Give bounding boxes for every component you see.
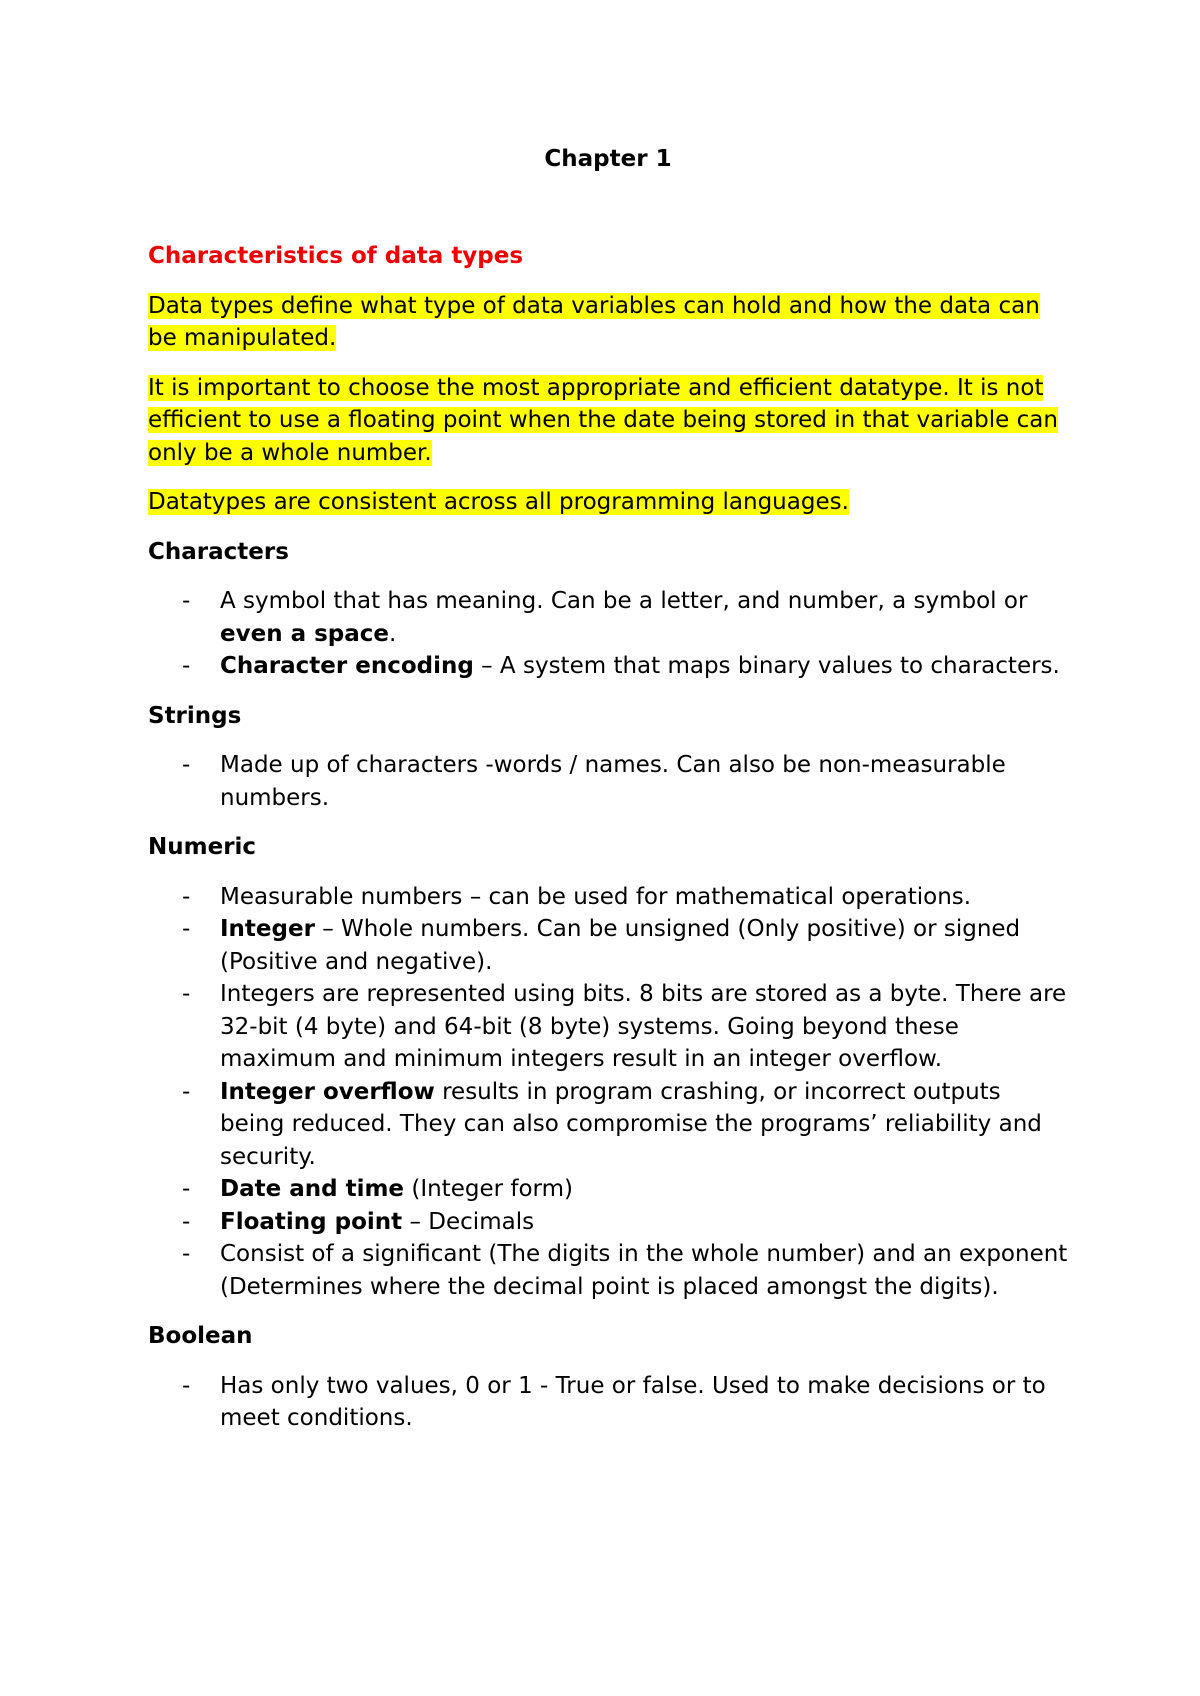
item-text: Measurable numbers – can be used for mathematical operations. bbox=[220, 883, 972, 910]
list-item bbox=[148, 1238, 1068, 1303]
subheading-boolean: Boolean bbox=[148, 1323, 253, 1349]
list-item bbox=[148, 1206, 1068, 1239]
dash-bullet: - bbox=[182, 1078, 191, 1105]
item-term: Date and time bbox=[220, 1176, 405, 1202]
list-item bbox=[148, 749, 1068, 814]
intro-paragraph-2 bbox=[148, 372, 1068, 470]
item-text: Made up of characters -words / names. Can also be non-measurable numbers. bbox=[220, 752, 1006, 811]
list-item bbox=[148, 650, 1068, 683]
item-term: Character encoding bbox=[220, 653, 474, 679]
subheading-characters: Characters bbox=[148, 538, 289, 565]
item-text: . bbox=[389, 620, 397, 647]
dash-bullet: - bbox=[182, 1176, 191, 1202]
section-heading: Characteristics of data types bbox=[148, 243, 524, 269]
item-term: Floating point bbox=[220, 1208, 403, 1235]
list-item bbox=[148, 978, 1068, 1076]
subheading-numeric: Numeric bbox=[148, 834, 257, 860]
highlighted-text: Data types define what type of data variables can hold and how the data can be manipulated. bbox=[148, 292, 1040, 351]
list-item bbox=[148, 1370, 1068, 1435]
list-boolean bbox=[148, 1370, 1068, 1435]
item-text: Integers are represented using bits. 8 bits are stored as a byte. There are 32-bit (4 byte) and 64-bit (8 byte) systems. Going beyond these maximum and minimum integers result in an integer overflow. bbox=[220, 981, 1067, 1072]
highlighted-text: Datatypes are consistent across all programming languages. bbox=[148, 489, 849, 515]
list-item bbox=[148, 1076, 1068, 1174]
item-term: Integer overflow bbox=[220, 1078, 435, 1105]
item-text: A symbol that has meaning. Can be a letter, and number, a symbol or bbox=[220, 588, 1028, 614]
list-item bbox=[148, 585, 1068, 650]
item-text: (Integer form) bbox=[404, 1176, 573, 1202]
dash-bullet: - bbox=[182, 653, 191, 679]
dash-bullet: - bbox=[182, 1372, 191, 1399]
dash-bullet: - bbox=[182, 752, 191, 778]
item-text: Consist of a significant (The digits in the whole number) and an exponent (Determines where the decimal point is placed amongst the digits). bbox=[220, 1241, 1068, 1300]
list-item bbox=[148, 913, 1068, 978]
highlighted-text: It is important to choose the most appropriate and efficient datatype. It is not efficient to use a floating point when the date being stored in that variable can only be a whole number. bbox=[148, 374, 1058, 466]
dash-bullet: - bbox=[182, 981, 191, 1007]
document-body bbox=[148, 240, 1068, 1452]
intro-paragraph-3 bbox=[148, 486, 1068, 519]
item-text: – A system that maps binary values to characters. bbox=[473, 653, 1060, 679]
list-characters bbox=[148, 585, 1068, 683]
list-numeric bbox=[148, 881, 1068, 1304]
item-text: Has only two values, 0 or 1 - True or false. Used to make decisions or to meet conditions. bbox=[220, 1372, 1046, 1431]
dash-bullet: - bbox=[182, 883, 191, 910]
list-strings bbox=[148, 749, 1068, 814]
dash-bullet: - bbox=[182, 1208, 191, 1235]
intro-paragraph-1 bbox=[148, 290, 1068, 355]
item-term: even a space bbox=[220, 620, 390, 647]
subheading-strings: Strings bbox=[148, 702, 242, 729]
dash-bullet: - bbox=[182, 916, 191, 942]
chapter-title: Chapter 1 bbox=[544, 146, 672, 172]
list-item bbox=[148, 1173, 1068, 1206]
item-text: results in program crashing, or incorrect outputs being reduced. They can also compromise the programs’ reliability and security. bbox=[220, 1078, 1042, 1170]
item-text: – Decimals bbox=[402, 1208, 535, 1235]
item-term: Integer bbox=[220, 916, 315, 942]
dash-bullet: - bbox=[182, 588, 191, 614]
dash-bullet: - bbox=[182, 1241, 191, 1267]
list-item bbox=[148, 881, 1068, 914]
item-text: – Whole numbers. Can be unsigned (Only positive) or signed (Positive and negative). bbox=[220, 916, 1021, 975]
